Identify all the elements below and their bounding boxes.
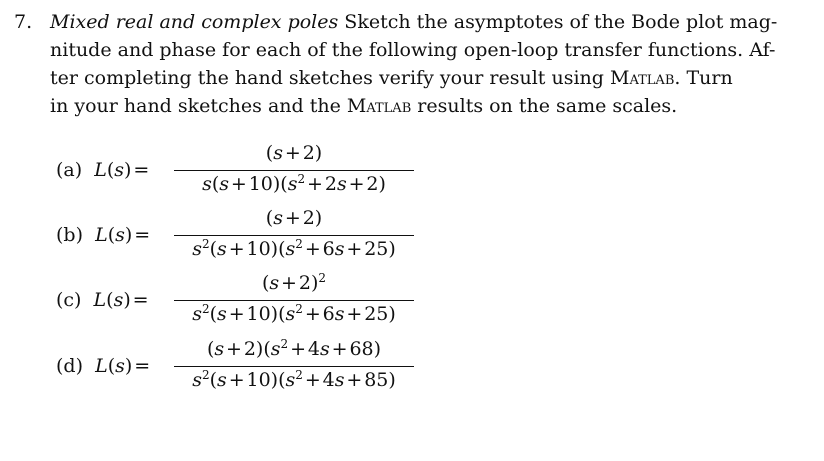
fraction-bar	[174, 235, 414, 236]
denominator: $s^2(s$ + $10)(s^2$ + 6s + 25)	[192, 302, 396, 325]
formula-label: (a) L(s) =	[56, 159, 150, 181]
problem-number: 7.	[14, 11, 33, 33]
matlab-term: Matlab	[346, 95, 412, 117]
problem-line-4: in your hand sketches and the	[50, 95, 347, 117]
fraction-bar	[174, 170, 414, 171]
fraction-bar	[174, 366, 414, 367]
numerator: (s + $2)(s^2$ + 4s + 68)	[206, 337, 382, 360]
formula-label: (c) L(s) =	[56, 289, 149, 311]
numerator: (s + 2)	[265, 142, 323, 164]
transfer-function-d	[56, 338, 436, 398]
numerator: (s + 2)$^2$	[261, 271, 327, 294]
problem-line-4b: results on the same scales.	[411, 95, 678, 117]
denominator: $s^2(s$ + $10)(s^2$ + 4s + 85)	[192, 368, 396, 391]
problem-line-3: ter completing the hand sketches verify your result using	[50, 67, 610, 89]
transfer-function-c	[56, 272, 436, 332]
problem-line-3b: . Turn	[674, 67, 733, 89]
problem-title: Mixed real and complex poles	[50, 11, 339, 33]
problem-line-1: Sketch the asymptotes of the Bode plot mag-	[344, 11, 778, 33]
formula-label: (d) L(s) =	[56, 355, 151, 377]
problem-line-2: nitude and phase for each of the following open-loop transfer functions. Af-	[50, 39, 776, 61]
transfer-function-a	[56, 142, 436, 202]
numerator: (s + 2)	[265, 207, 323, 229]
transfer-function-b	[56, 207, 436, 267]
denominator: s(s + $10)(s^2$ + 2s + 2)	[202, 172, 386, 195]
problem-text	[50, 8, 798, 120]
fraction-bar	[174, 300, 414, 301]
matlab-term: Matlab	[610, 67, 675, 89]
formula-label: (b) L(s) =	[56, 224, 151, 246]
denominator: $s^2(s$ + $10)(s^2$ + 6s + 25)	[192, 237, 396, 260]
